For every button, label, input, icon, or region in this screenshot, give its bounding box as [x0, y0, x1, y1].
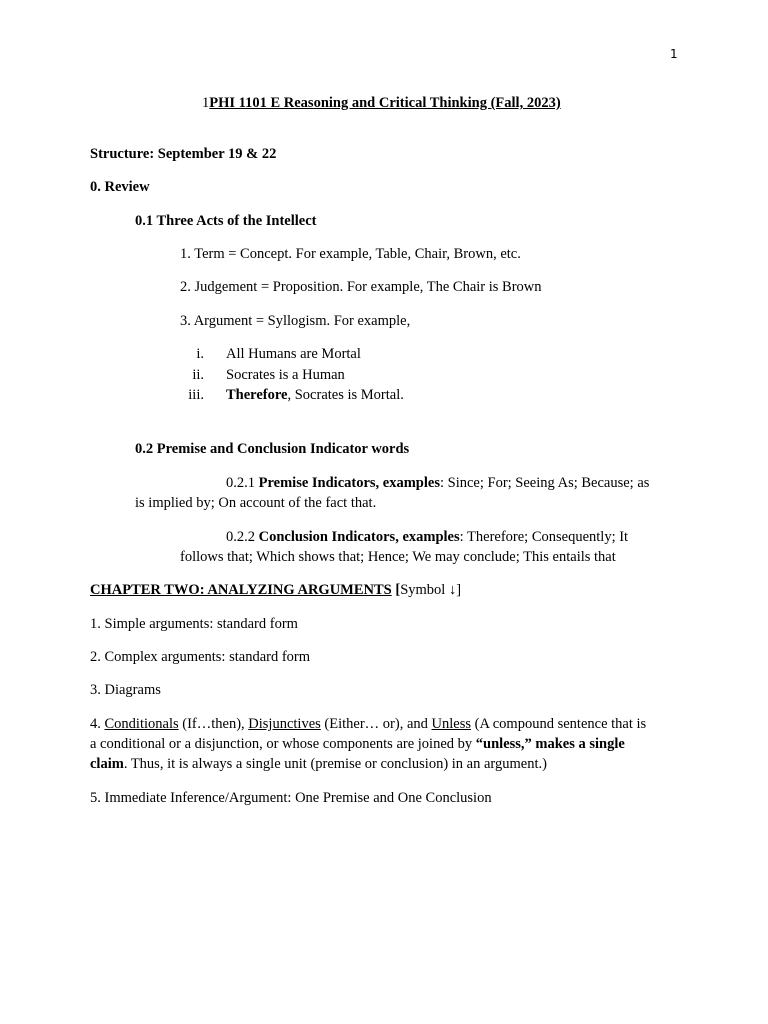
act-item-term: 1. Term = Concept. For example, Table, Chair, Brown, etc.: [180, 246, 521, 262]
item4-text: . Thus, it is always a single unit (premise or conclusion) in an argument.): [123, 756, 547, 772]
syllogism-text: All Humans are Mortal: [226, 346, 361, 362]
act-item-argument: 3. Argument = Syllogism. For example,: [180, 313, 411, 329]
chapter-symbol: Symbol ↓]: [400, 582, 462, 598]
indicator-heading: 0.2 Premise and Conclusion Indicator words: [135, 441, 410, 457]
syllogism-text: , Socrates is Mortal.: [287, 387, 404, 403]
act-item-judgement: 2. Judgement = Proposition. For example, The Chair is Brown: [180, 279, 542, 295]
premise-indicators-line2: is implied by; On account of the fact that.: [135, 495, 377, 511]
unless-term: Unless: [431, 716, 471, 732]
page-number: 1: [670, 47, 678, 61]
disjunctives-term: Disjunctives: [248, 716, 321, 732]
item4-text: (If…then),: [178, 716, 249, 732]
conclusion-label: Conclusion Indicators, examples: [258, 529, 460, 545]
conclusion-text: : Therefore; Consequently; It: [459, 529, 629, 545]
chapter-item-immediate-inference: 5. Immediate Inference/Argument: One Premise and One Conclusion: [90, 790, 492, 806]
premise-label: Premise Indicators, examples: [258, 475, 440, 491]
chapter-item-simple: 1. Simple arguments: standard form: [90, 616, 298, 632]
syllogism-number: iii.: [188, 387, 204, 403]
item4-bold: “unless,” makes a single: [475, 736, 625, 752]
chapter-bracket: [: [395, 582, 401, 598]
conclusion-number: 0.2.2: [226, 529, 255, 545]
three-acts-heading: 0.1 Three Acts of the Intellect: [135, 213, 317, 229]
item4-text: (A compound sentence that is: [471, 716, 647, 732]
review-heading: 0. Review: [90, 179, 150, 195]
document-title: [202, 93, 561, 113]
title-prefix: 1: [202, 95, 210, 111]
syllogism-number: ii.: [192, 367, 204, 383]
syllogism-text: Socrates is a Human: [226, 367, 345, 383]
item4-text: (Either… or), and: [320, 716, 432, 732]
premise-indicators-line1: [226, 473, 649, 493]
chapter-item-complex: 2. Complex arguments: standard form: [90, 649, 311, 665]
item4-text: a conditional or a disjunction, or whose components are joined by: [90, 736, 476, 752]
conclusion-indicators-line1: [226, 527, 628, 547]
item4-bold: claim: [90, 756, 124, 772]
premise-text: : Since; For; Seeing As; Because; as: [439, 475, 650, 491]
conditionals-term: Conditionals: [104, 716, 179, 732]
chapter-item-4-line1: [90, 714, 646, 734]
structure-line: Structure: September 19 & 22: [90, 146, 277, 162]
chapter-item-diagrams: 3. Diagrams: [90, 682, 161, 698]
syllogism-line: [176, 365, 345, 385]
chapter-heading-line: [90, 580, 461, 600]
premise-number: 0.2.1: [226, 475, 255, 491]
syllogism-line: [176, 385, 404, 405]
syllogism-bold: Therefore: [226, 387, 288, 403]
conclusion-indicators-line2: follows that; Which shows that; Hence; We may conclude; This entails that: [180, 549, 616, 565]
course-title: PHI 1101 E Reasoning and Critical Thinking (Fall, 2023): [209, 95, 561, 111]
chapter-heading: CHAPTER TWO: ANALYZING ARGUMENTS: [90, 582, 392, 598]
chapter-item-4-line2: [90, 734, 625, 754]
item4-number: 4.: [90, 716, 105, 732]
syllogism-number: i.: [196, 346, 204, 362]
syllogism-line: [176, 344, 361, 364]
chapter-item-4-line3: [90, 754, 547, 774]
